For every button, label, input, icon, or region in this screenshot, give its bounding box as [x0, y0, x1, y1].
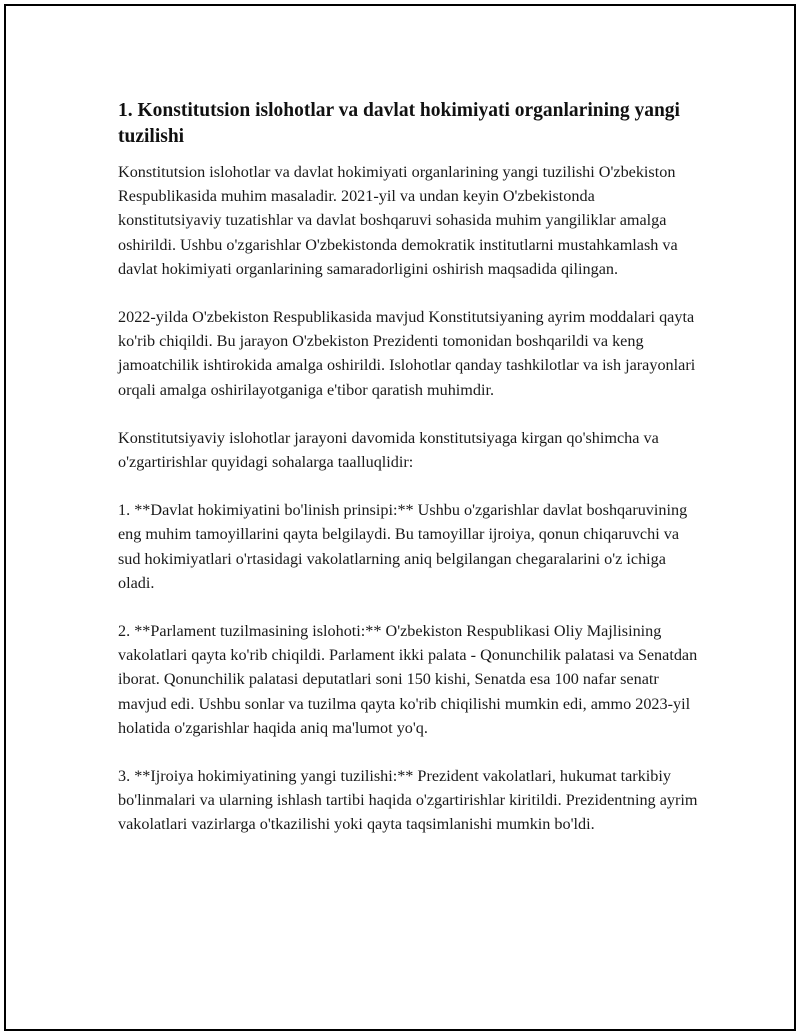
paragraph-areas-intro: Konstitutsiyaviy islohotlar jarayoni davomida konstitutsiyaga kirgan qo'shimcha va o'zgartirishlar quyidagi sohalarga taalluqlidir: [118, 428, 659, 472]
paragraph-item-2: 2. **Parlament tuzilmasining islohoti:** O'zbekiston Respublikasi Oliy Majlisining vakolatlari qayta ko'rib chiqildi. Parlament ikki palata - Qonunchilik palatasi va Senatdan iborat. Qonunchilik palatasi deputatlari soni 150 kishi, Senatda esa 100 nafar senatr mavjud edi. Ushbu sonlar va tuzilma qayta ko'rib chiqilishi mumkin edi, ammo 2023-yil holatida o'zgarishlar haqida aniq ma'lumot yo'q. [118, 622, 698, 737]
paragraph-intro: Konstitutsion islohotlar va davlat hokimiyati organlarining yangi tuzilishi O'zbekiston Respublikasida muhim masaladir. 2021-yil va undan keyin O'zbekistonda konstitutsiyaviy tuzatishlar va davlat boshqaruvi sohasida muhim yangiliklar amalga oshirildi. Ushbu o'zgarishlar O'zbekistonda demokratik institutlarni mustahkamlash va davlat hokimiyati organlarining samaradorligini oshirish maqsadida qilingan. [118, 163, 678, 278]
paragraph-item-3: 3. **Ijroiya hokimiyatining yangi tuzilishi:** Prezident vakolatlari, hukumat tarkibiy bo'linmalari va ularning ishlash tartibi haqida o'zgartirishlar kiritildi. Prezidentning ayrim vakolatlari vazirlarga o'tkazilishi yoki qayta taqsimlanishi mumkin bo'ldi. [118, 767, 698, 834]
document-title: 1. Konstitutsion islohotlar va davlat hokimiyati organlarining yangi tuzilishi [118, 100, 680, 147]
paragraph-2022-review: 2022-yilda O'zbekiston Respublikasida mavjud Konstitutsiyaning ayrim moddalari qayta ko'rib chiqildi. Bu jarayon O'zbekiston Prezidenti tomonidan boshqarildi va keng jamoatchilik ishtirokida amalga oshirildi. Islohotlar qanday tashkilotlar va ish jarayonlari orqali amalga oshirilayotganiga e'tibor qaratish muhimdir. [118, 308, 696, 399]
document-content [118, 98, 698, 861]
paragraph-item-1: 1. **Davlat hokimiyatini bo'linish prinsipi:** Ushbu o'zgarishlar davlat boshqaruvining eng muhim tamoyillarini qayta belgilaydi. Bu tamoyillar ijroiya, qonun chiqaruvchi va sud hokimiyatlari o'rtasidagi vakolatlarning aniq belgilangan chegaralarini o'z ichiga oladi. [118, 501, 688, 592]
document-page [4, 4, 796, 1031]
